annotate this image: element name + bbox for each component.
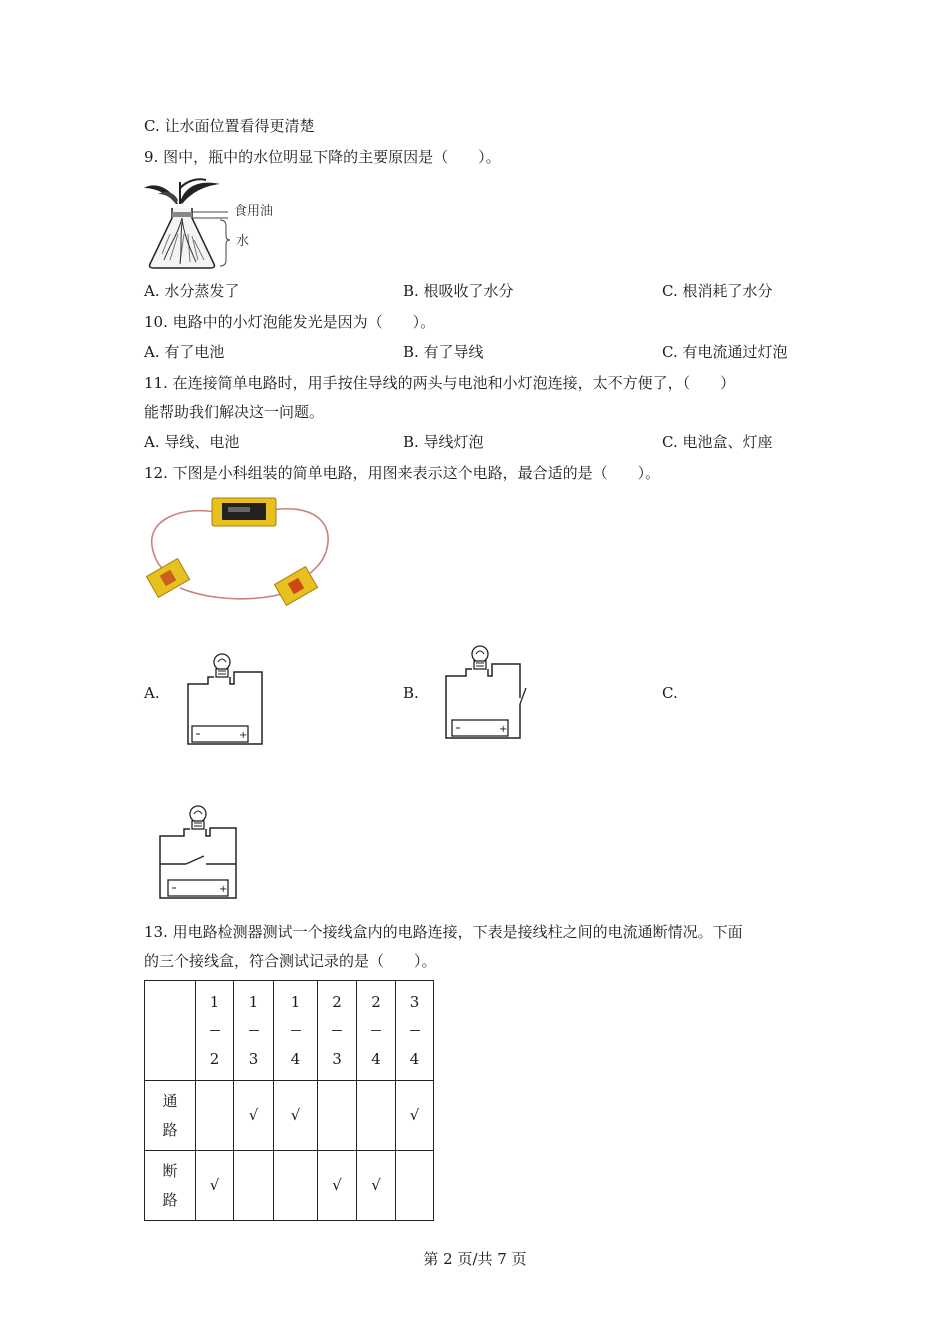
row-label: 通 路 (145, 1081, 196, 1151)
q12-circuit-a (184, 650, 270, 750)
table-header-cell: 1 3 (234, 981, 274, 1081)
svg-text:+: + (499, 724, 508, 735)
table-cell (234, 1151, 274, 1221)
q9-option-b: B. 根吸收了水分 (403, 282, 514, 300)
q12-option-a-label: A. (144, 684, 160, 702)
svg-text:+: + (239, 730, 248, 741)
bulb-icon (214, 654, 230, 670)
table-header-row (145, 981, 434, 1081)
q12-option-b-label: B. (403, 684, 419, 702)
table-cell (396, 1151, 434, 1221)
bulb-icon (190, 806, 206, 822)
table-row (145, 1151, 434, 1221)
q12-circuit-c (156, 800, 246, 904)
q12-stem: 12. 下图是小科组装的简单电路，用图来表示这个电路，最合适的是（ ）。 (144, 464, 661, 482)
q12-circuit-photo (140, 490, 340, 610)
table-cell: √ (318, 1151, 357, 1221)
q11-option-c: C. 电池盒、灯座 (662, 433, 773, 451)
q11-option-a: A. 导线、电池 (144, 433, 240, 451)
q9-stem: 9. 图中，瓶中的水位明显下降的主要原因是（ ）。 (144, 148, 501, 166)
row-label: 断 路 (145, 1151, 196, 1221)
q9-option-c: C. 根消耗了水分 (662, 282, 773, 300)
table-cell: √ (396, 1081, 434, 1151)
table-cell (318, 1081, 357, 1151)
q8-option-c: C. 让水面位置看得更清楚 (144, 117, 315, 135)
table-header-cell: 1 2 (196, 981, 234, 1081)
table-corner-cell (145, 981, 196, 1081)
table-header-cell: 2 3 (318, 981, 357, 1081)
page-footer: 第 2 页/共 7 页 (423, 1250, 527, 1268)
table-header-cell: 1 4 (274, 981, 318, 1081)
q10-option-a: A. 有了电池 (144, 343, 225, 361)
q12-option-c-label: C. (662, 684, 678, 702)
table-cell (357, 1081, 396, 1151)
q9-option-a: A. 水分蒸发了 (144, 282, 240, 300)
table-cell (196, 1081, 234, 1151)
q9-flask-figure (140, 174, 290, 274)
table-cell: √ (357, 1151, 396, 1221)
table-header-cell: 3 4 (396, 981, 434, 1081)
table-cell: √ (196, 1151, 234, 1221)
q11-option-b: B. 导线灯泡 (403, 433, 484, 451)
bulb-icon (472, 646, 488, 662)
q11-stem-line2: 能帮助我们解决这一问题。 (144, 403, 325, 421)
q13-test-record-table (144, 980, 434, 1221)
switch-icon (186, 856, 204, 864)
q9-label-water: 水 (236, 234, 250, 249)
table-cell: √ (234, 1081, 274, 1151)
q9-label-oil: 食用油 (234, 204, 274, 219)
q10-option-c: C. 有电流通过灯泡 (662, 343, 788, 361)
q10-option-b: B. 有了导线 (403, 343, 484, 361)
table-row (145, 1081, 434, 1151)
table-cell: √ (274, 1081, 318, 1151)
q11-stem-line1: 11. 在连接简单电路时，用手按住导线的两头与电池和小灯泡连接，太不方便了，（ ） (144, 374, 736, 392)
switch-icon (520, 688, 526, 704)
q13-stem-line1: 13. 用电路检测器测试一个接线盒内的电路连接，下表是接线柱之间的电流通断情况。下面 (144, 923, 743, 941)
table-header-cell: 2 4 (357, 981, 396, 1081)
svg-text:+: + (219, 884, 228, 895)
table-cell (274, 1151, 318, 1221)
q12-circuit-b (442, 642, 528, 744)
q10-stem: 10. 电路中的小灯泡能发光是因为（ ）。 (144, 313, 436, 331)
q13-stem-line2: 的三个接线盒，符合测试记录的是（ ）。 (144, 952, 437, 970)
